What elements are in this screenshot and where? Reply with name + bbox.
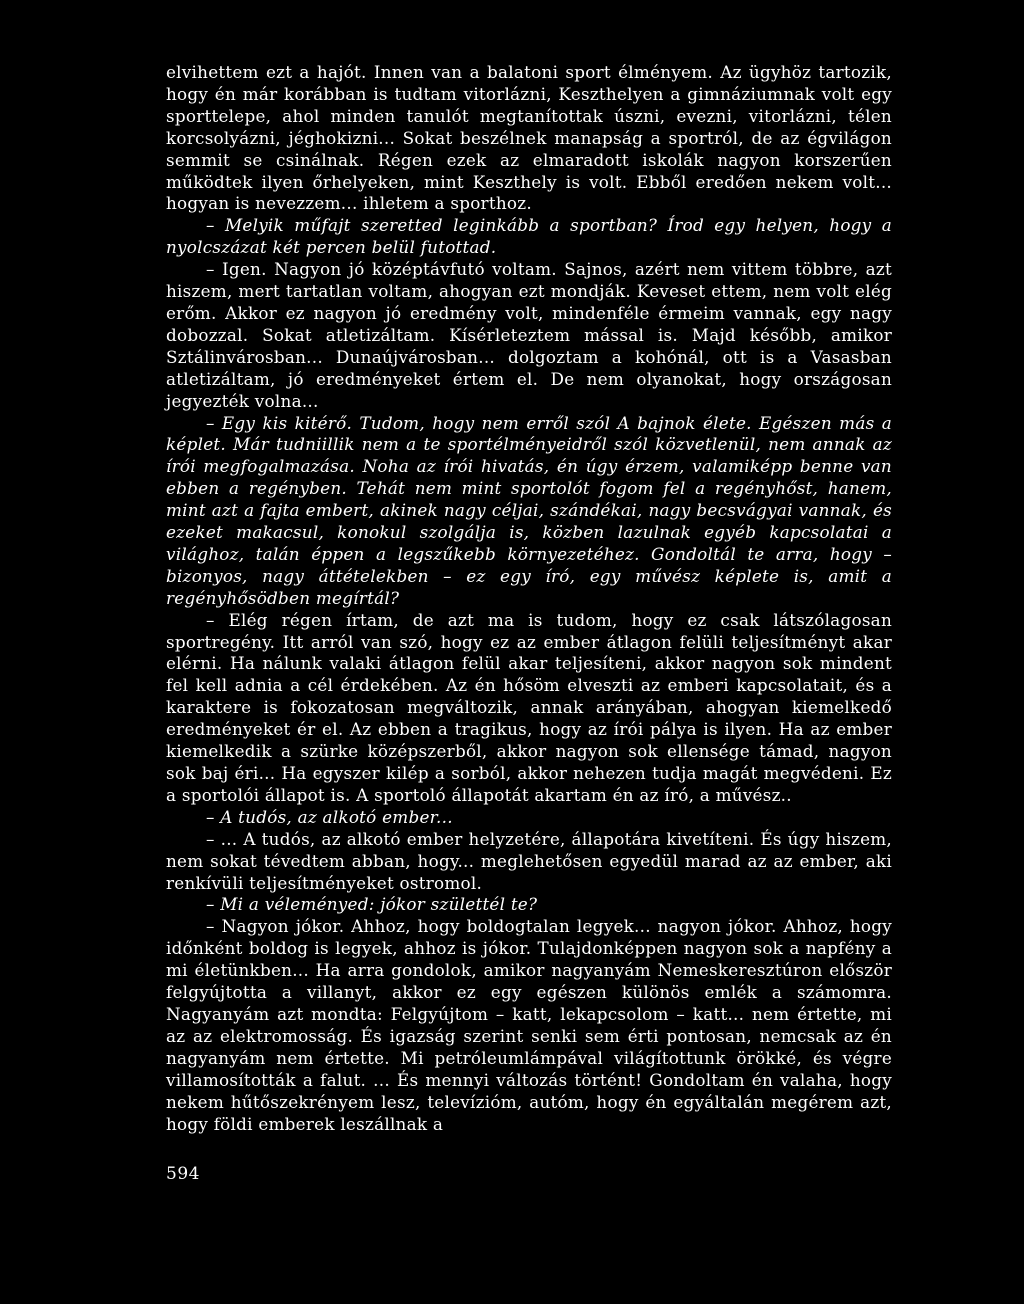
paragraph-answer: – ... A tudós, az alkotó ember helyzetére, állapotára kivetíteni. És úgy hiszem, nem sokat tévedtem abban, hogy... meglehetősen egyedül marad az az ember, aki renkívüli teljesítményeket ostromol. <box>166 828 892 893</box>
body-text <box>166 62 892 1135</box>
paragraph-question: – Mi a véleményed: jókor születtél te? <box>206 894 538 915</box>
paragraph-continuation: elvihettem ezt a hajót. Innen van a balatoni sport élményem. Az ügyhöz tartozik, hogy én már korábban is tudtam vitorlázni, Keszthelyen a gimnáziumnak volt egy sporttelepe, ahol minden tanulót megtanítottak úszni, evezni, vitorlázni, télen korcsolyázni, jéghokizni... Sokat beszélnek manapság a sportról, de az égvilágon semmit se csinálnak. Régen ezek az elmaradott iskolák nagyon korszerűen működtek ilyen őrhelyeken, mint Keszthely is volt. Ebből eredően nekem volt... hogyan is nevezzem... ihletem a sporthoz. <box>166 62 892 214</box>
paragraph-answer: – Nagyon jókor. Ahhoz, hogy boldogtalan legyek... nagyon jókor. Ahhoz, hogy időnként boldog is legyek, ahhoz is jókor. Tulajdonképpen nagyon sok a napfény a mi életünkben... Ha arra gondolok, amikor nagyanyám Nemeskeresztúron először felgyújtotta a villanyt, akkor ez egy egészen különös emlék a számomra. Nagyanyám azt mondta: Felgyújtom – katt, lekapcsolom – katt... nem értette, mi az az elektromosság. És igazság szerint senki sem érti pontosan, nemcsak az én nagyanyám nem értette. Mi petróleumlámpával világítottunk örökké, és végre villamosították a falut. ... És mennyi változás történt! Gondoltam én valaha, hogy nekem hűtőszekrényem lesz, televízióm, autóm, hogy én egyáltalán megérem azt, hogy földi emberek leszállnak a <box>166 916 892 1134</box>
paragraph-question: – Egy kis kitérő. Tudom, hogy nem erről szól A bajnok élete. Egészen más a képlet. Már tudniillik nem a te sportélményeidről szól közvetlenül, nem annak az írói megfogalmazása. Noha az írói hivatás, én úgy érzem, valamiképp benne van ebben a regényben. Tehát nem mint sportolót fogom fel a regényhőst, hanem, mint azt a fajta embert, akinek nagy céljai, szándékai, nagy becsvágyai vannak, és ezeket makacsul, konokul szolgálja is, közben lazulnak egyéb kapcsolatai a világhoz, talán éppen a legszűkebb környezetéhez. Gondoltál te arra, hogy – bizonyos, nagy áttételekben – ez egy író, egy művész képlete is, amit a regényhősödben megírtál? <box>166 412 892 608</box>
page-number: 594 <box>166 1164 200 1184</box>
paragraph-answer: – Elég régen írtam, de azt ma is tudom, hogy ez csak látszólagosan sportregény. Itt arról van szó, hogy ez az ember átlagon felüli teljesítményt akar elérni. Ha nálunk valaki átlagon felül akar teljesíteni, akkor nagyon sok mindent fel kell adnia a cél érdekében. Az én hősöm elveszti az emberi kapcsolatait, és a karaktere is fokozatosan megváltozik, annak arányában, ahogyan kiemelkedő eredményeket ér el. Az ebben a tragikus, hogy az írói pálya is ilyen. Ha az ember kiemelkedik a szürke középszerből, akkor nagyon sok ellensége támad, nagyon sok baj éri... Ha egyszer kilép a sorból, akkor nehezen tudja magát megvédeni. Ez a sportolói állapot is. A sportoló állapotát akartam én az író, a művész.. <box>166 609 892 805</box>
paragraph-question: – A tudós, az alkotó ember... <box>206 806 453 827</box>
paragraph-question: – Melyik műfajt szeretted leginkább a sportban? Írod egy helyen, hogy a nyolcszázat két percen belül futottad. <box>166 215 892 258</box>
paragraph-answer: – Igen. Nagyon jó középtávfutó voltam. Sajnos, azért nem vittem többre, azt hiszem, mert tartatlan voltam, ahogyan ezt mondják. Keveset ettem, nem volt elég erőm. Akkor ez nagyon jó eredmény volt, mindenféle érmeim vannak, egy nagy dobozzal. Sokat atletizáltam. Kísérleteztem mással is. Majd később, amikor Sztálinvárosban... Dunaújvárosban... dolgoztam a kohónál, ott is a Vasasban atletizáltam, jó eredményeket értem el. De nem olyanokat, hogy országosan jegyezték volna... <box>166 259 892 411</box>
